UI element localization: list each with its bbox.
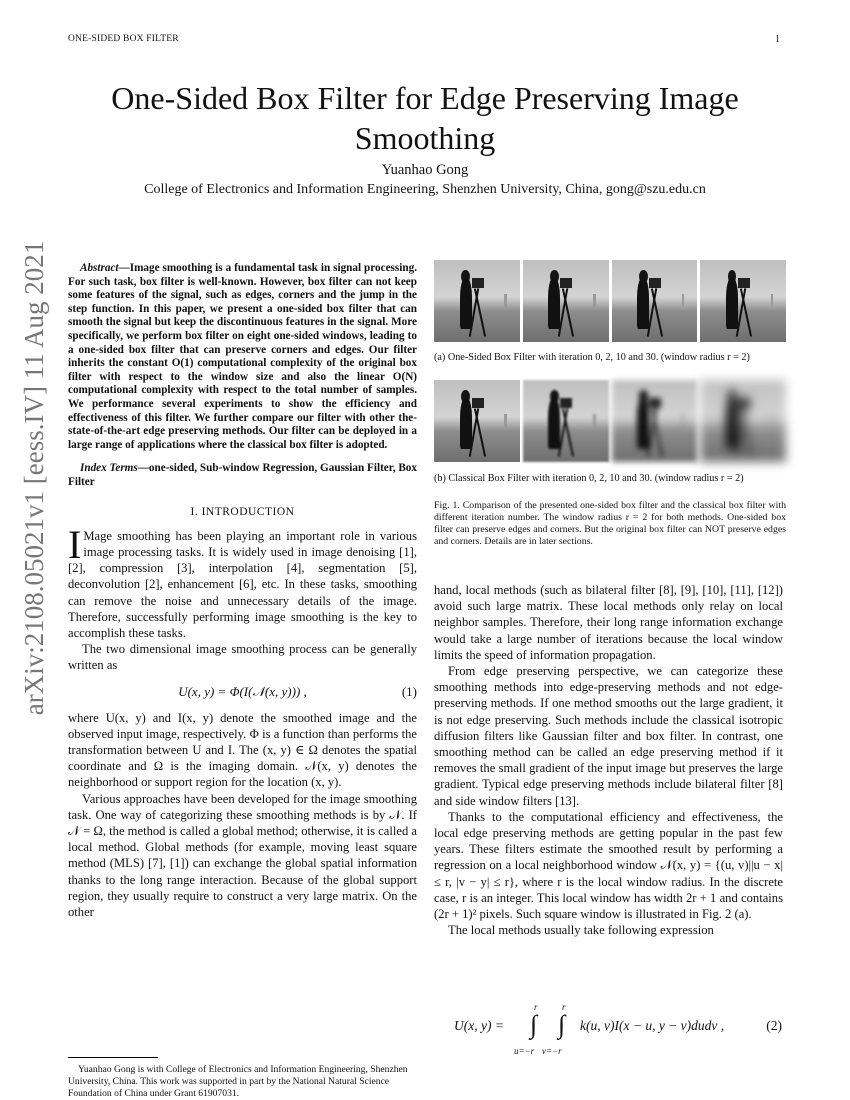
intro-paragraph-8: The local methods usually take following expression	[448, 923, 714, 938]
author-affiliation: College of Electronics and Information Engineering, Shenzhen University, China, gong@szu.edu.cn	[144, 182, 706, 197]
footnote-rule	[68, 1057, 158, 1058]
integral-symbol: ∫	[558, 1010, 566, 1039]
intro-paragraph-7: Thanks to the computational efficiency and effectiveness, the local edge preserving methods are getting popular in the past few years. These filters estimate the smoothed result by performing a regression on a local neighborhood window 𝒩(x, y) = {(u, v)||u − x| ≤ r, |v − y| ≤ r}, where r is the local window radius. In the discrete case, r is an integer. This local window has width 2r + 1 and contains (2r + 1)² pixels. Such square window is illustrated in Fig. 2 (a).	[434, 809, 783, 922]
figure-caption-a: (a) One-Sided Box Filter with iteration 0, 2, 10 and 30. (window radius r = 2)	[434, 352, 750, 363]
equation-2-lower-limit-u: u=−r	[514, 1046, 535, 1056]
figure-caption-b: (b) Classical Box Filter with iteration 0, 2, 10 and 30. (window radius r = 2)	[434, 473, 744, 484]
figure-row-classical	[434, 380, 786, 462]
equation-2-number: (2)	[766, 1018, 782, 1033]
footnote	[68, 1064, 417, 1100]
figure-row-one-sided	[434, 260, 786, 342]
integral-symbol: ∫	[530, 1010, 538, 1039]
equation-1	[68, 674, 417, 710]
index-terms-text: —one-sided, Sub-window Regression, Gaussian Filter, Box Filter	[68, 462, 417, 488]
figure-image	[434, 380, 520, 462]
equation-2-lhs: U(x, y) =	[454, 1018, 504, 1033]
section-heading: I. INTRODUCTION	[190, 505, 295, 518]
index-terms	[68, 462, 417, 489]
intro-paragraph-5: hand, local methods (such as bilateral filter [8], [9], [10], [11], [12]) avoid such large matrix. These local methods only relay on local neighbor samples. Therefore, their long range information exchange would take a large number of iterations because the local window limits the speed of information propagation.	[434, 583, 783, 662]
equation-2-upper-limit: r	[534, 1002, 538, 1012]
figure-image	[700, 260, 786, 342]
equation-2-rhs: k(u, v)I(x − u, y − v)dudv ,	[580, 1018, 725, 1033]
arxiv-stamp: arXiv:2108.05021v1 [eess.IV] 11 Aug 2021	[19, 240, 49, 716]
page-number: 1	[775, 34, 780, 45]
equation-1-number: (1)	[401, 683, 417, 699]
left-column	[68, 262, 417, 920]
intro-paragraph-1-text: Mage smoothing has been playing an important role in various image processing tasks. It is widely used in image denoising [1], [2], compression [3], interpolation [4], segmentation [5], deconvolution [2], enhancement [6], etc. In these tasks, smoothing can remove the noise and unnecessary details of the image. Therefore, successfully performing image smoothing is the key to accomplish these tasks.	[68, 528, 417, 640]
intro-paragraph-6: From edge preserving perspective, we can categorize these smoothing methods into edge-preserving methods and not edge-preserving methods. If one method smooths out the large gradient, it is not edge preserving. Such methods include the classical isotropic diffusion filters like Gaussian filter and box filter. In contrast, one smoothing method can be called an edge preserving method if it removes the small gradient of the input image but preserves the large gradient. Typical edge preserving methods include bilateral filter [8] and side window filters [13].	[434, 664, 783, 808]
figure-image	[434, 260, 520, 342]
abstract-text: —Image smoothing is a fundamental task in signal processing. For such task, box filter is well-known. However, box filter can not keep some features of the signal, such as edges, corners and the jump in the step function. In this paper, we present a one-sided box filter that can smooth the signal but keep the discontinuous features in the signal. More specifically, we perform box filter on eight one-sided windows, leading to a one-sided box filter that can preserve corners and edges. Our filter inherits the constant O(1) computational complexity of the original box filter with respect to the window size and also the linear O(N) computational complexity with respect to the total number of samples. We performance several experiments to show the efficiency and effectiveness of this filter. We further compare our filter with other the-state-of-the-art edge preserving methods. Our filter can be deployed in a large range of applications where the classical box filter is adopted.	[68, 262, 417, 451]
author-name: Yuanhao Gong	[381, 162, 469, 178]
intro-paragraph-2: The two dimensional image smoothing process can be generally written as	[68, 642, 417, 673]
intro-paragraph-3: where U(x, y) and I(x, y) denote the smoothed image and the observed input image, respectively. Φ is a function than performs the transformation between U and I. The (x, y) ∈ Ω denotes the spatial coordinate and Ω is the imaging domain. 𝒩(x, y) denotes the neighborhood or support region for the location (x, y).	[68, 710, 417, 790]
equation-2-lower-limit-v: v=−r	[542, 1046, 562, 1056]
footnote-text: Yuanhao Gong is with College of Electronics and Information Engineering, Shenzhen University, China. This work was supported in part by the National Natural Science Foundation of China under Grant 61907031.	[68, 1064, 408, 1099]
index-terms-label: Index Terms	[80, 462, 138, 475]
abstract-label: Abstract	[80, 262, 119, 274]
figure-image	[612, 260, 698, 342]
figure-image	[523, 380, 609, 462]
figure-image	[612, 380, 698, 462]
intro-paragraph-1	[68, 521, 417, 641]
equation-1-body: U(x, y) = Φ(I(𝒩(x, y))) ,	[178, 683, 307, 699]
figure-image	[700, 380, 786, 462]
right-column	[434, 582, 783, 938]
dropcap-letter: I	[68, 521, 82, 567]
intro-paragraph-4: Various approaches have been developed for the image smoothing task. One way of categorizing these smoothing methods is by 𝒩. If 𝒩 = Ω, the method is called a global method; otherwise, it is called a local method. Global methods (for example, moving least square method (MLS) [7], [1]) can exchange the global spatial information thanks to the long range interaction. Because of the global support region, they usually require to construct a very large matrix. On the other	[68, 791, 417, 919]
equation-2-upper-limit: r	[562, 1002, 566, 1012]
equation-2	[434, 1004, 786, 1064]
paper-title: One-Sided Box Filter for Edge Preserving Image Smoothing	[111, 80, 739, 156]
figure-caption: Fig. 1. Comparison of the presented one-sided box filter and the classical box filter with different iteration number. The window radius r = 2 for both methods. One-sided box filter can preserve edges and corners. But the original box filter can NOT preserve edges and corners. Details are in later sections.	[434, 500, 786, 547]
running-head: ONE-SIDED BOX FILTER	[68, 34, 179, 44]
figure-image	[523, 260, 609, 342]
abstract	[68, 262, 417, 452]
